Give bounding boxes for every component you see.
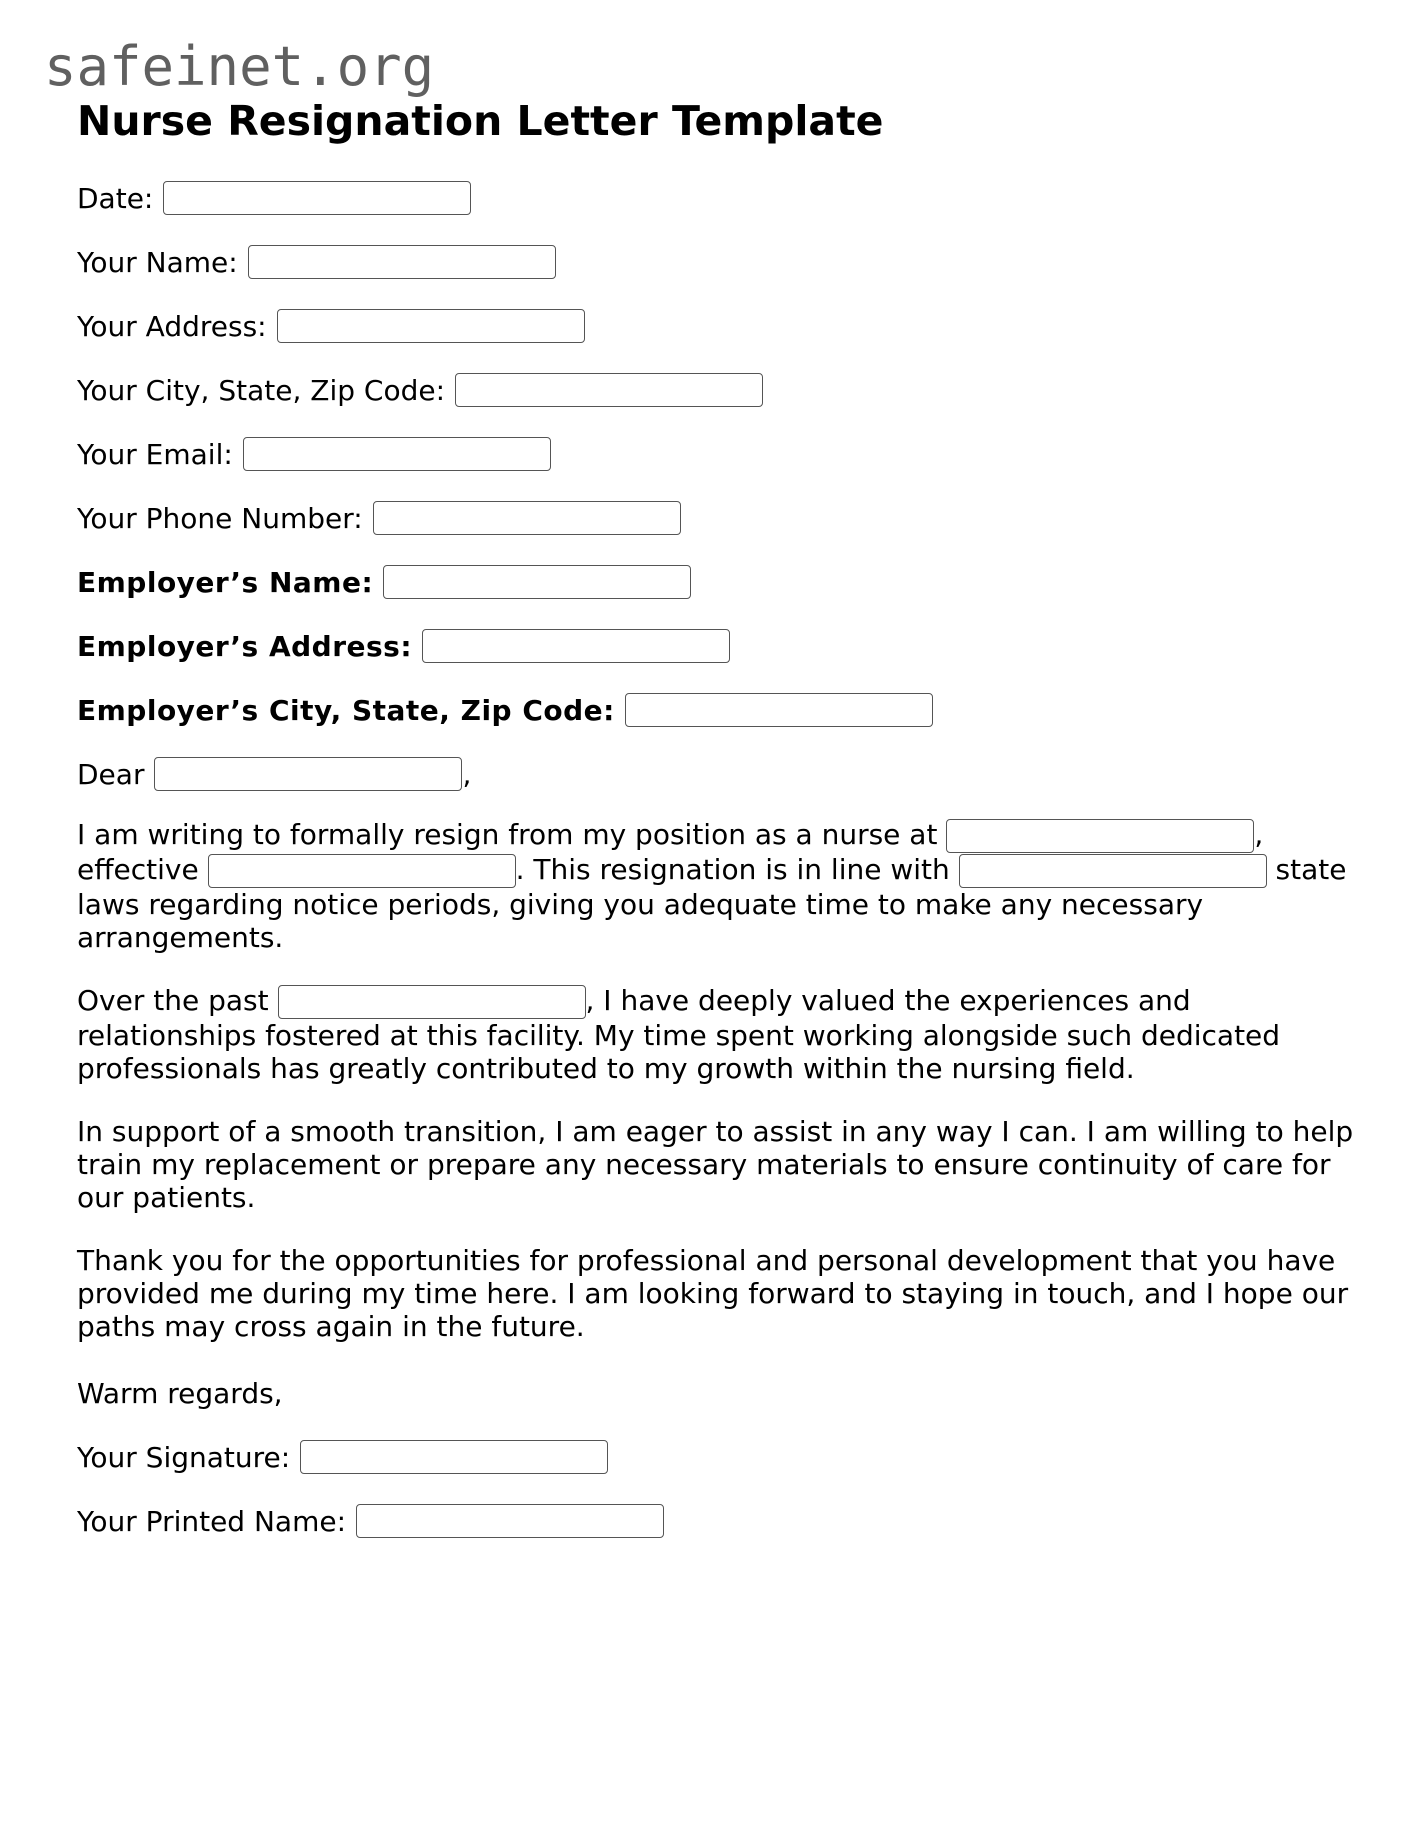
paragraph-thanks: Thank you for the opportunities for professional and personal development that you have provided me during my time here. I am looking forward to staying in touch, and I hope our paths may cross again in the future. (77, 1244, 1349, 1343)
your-phone-field[interactable] (373, 501, 681, 535)
your-phone-label: Your Phone Number: (77, 501, 363, 535)
regards-row (77, 1373, 1367, 1413)
recipient-name-field[interactable] (154, 757, 462, 791)
your-address-row (77, 306, 1367, 346)
p1-text-2: , (1254, 818, 1264, 851)
your-name-field[interactable] (248, 245, 556, 279)
your-phone-row (77, 498, 1367, 538)
p2-text-1: Over the past (77, 984, 278, 1017)
p1-text-4: . This resignation is in line with (515, 853, 959, 886)
salutation-comma: , (462, 757, 472, 791)
signature-row (77, 1437, 1367, 1477)
employer-address-field[interactable] (422, 629, 730, 663)
paragraph-resignation (77, 818, 1367, 954)
effective-date-field[interactable] (208, 854, 516, 888)
date-label: Date: (77, 181, 154, 215)
dear-label: Dear (77, 757, 145, 791)
employer-name-row (77, 562, 1367, 602)
paragraph-experience (77, 984, 1367, 1085)
printed-name-field[interactable] (356, 1504, 664, 1538)
your-email-field[interactable] (243, 437, 551, 471)
p2-text-2: , I have deeply valued the experiences and relationships fostered at this facility. My time spent working alongside such dedicated professionals has greatly contributed to my growth within the nursing field. (77, 984, 1281, 1085)
your-address-field[interactable] (277, 309, 585, 343)
signature-field[interactable] (300, 1440, 608, 1474)
your-city-field[interactable] (455, 373, 763, 407)
watermark: safeinet.org (44, 35, 435, 98)
printed-name-label: Your Printed Name: (77, 1504, 347, 1538)
your-name-label: Your Name: (77, 245, 238, 279)
p1-text-3: effective (77, 853, 208, 886)
salutation-row (77, 754, 1367, 794)
your-email-row (77, 434, 1367, 474)
printed-name-row (77, 1501, 1367, 1541)
duration-field[interactable] (278, 985, 586, 1019)
page-title: Nurse Resignation Letter Template (77, 97, 884, 145)
employer-city-label: Employer’s City, State, Zip Code: (77, 693, 615, 727)
employer-name-field[interactable] (383, 565, 691, 599)
p1-text-5: state laws regarding notice periods, giving you adequate time to make any necessary arrangements. (77, 853, 1347, 954)
state-field[interactable] (959, 854, 1267, 888)
date-field[interactable] (163, 181, 471, 215)
your-city-row (77, 370, 1367, 410)
p1-text-1: I am writing to formally resign from my position as a nurse at (77, 818, 947, 851)
your-address-label: Your Address: (77, 309, 267, 343)
signature-label: Your Signature: (77, 1440, 291, 1474)
employer-address-label: Employer’s Address: (77, 629, 413, 663)
your-city-label: Your City, State, Zip Code: (77, 373, 446, 407)
letter-form (77, 178, 1367, 1565)
date-row (77, 178, 1367, 218)
your-name-row (77, 242, 1367, 282)
warm-regards: Warm regards, (77, 1376, 283, 1410)
your-email-label: Your Email: (77, 437, 233, 471)
employer-city-row (77, 690, 1367, 730)
paragraph-transition: In support of a smooth transition, I am eager to assist in any way I can. I am willing to help train my replacement or prepare any necessary materials to ensure continuity of care for our patients. (77, 1115, 1354, 1214)
employer-city-field[interactable] (625, 693, 933, 727)
facility-name-field[interactable] (946, 819, 1254, 853)
employer-name-label: Employer’s Name: (77, 565, 374, 599)
employer-address-row (77, 626, 1367, 666)
